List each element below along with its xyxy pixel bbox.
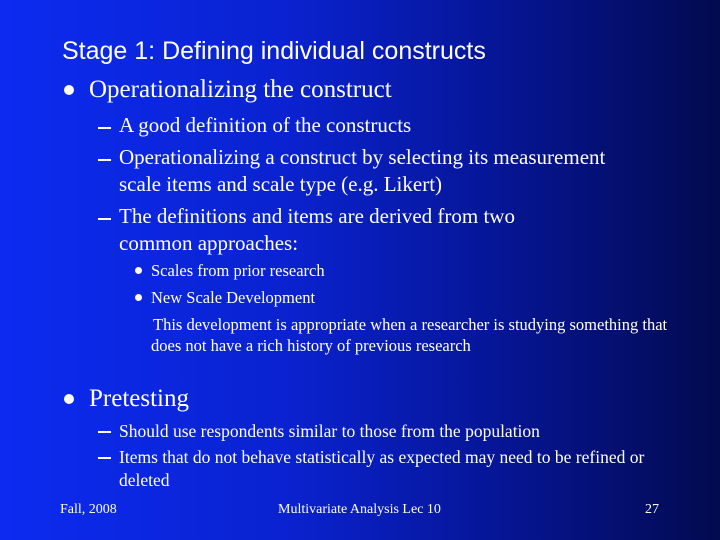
dash-icon xyxy=(98,218,111,220)
dash-icon xyxy=(98,431,111,433)
approach-note: This development is appropriate when a researcher is studying something that does not have a rich history of previous research xyxy=(151,315,668,355)
approach-prior-research: Scales from prior research xyxy=(151,261,325,280)
bullet-icon xyxy=(64,394,74,404)
footer-date: Fall, 2008 xyxy=(60,502,117,517)
footer-page-number: 27 xyxy=(645,502,659,517)
subpoint-items: Items that do not behave statistically as expected may need to be refined or deleted xyxy=(119,447,645,490)
subpoint-definition: A good definition of the constructs xyxy=(119,113,412,137)
bullet-icon xyxy=(135,267,142,274)
dash-icon xyxy=(98,127,111,129)
subpoint-approaches: The definitions and items are derived from two common approaches: xyxy=(119,204,515,255)
subpoint-respondents: Should use respondents similar to those from the population xyxy=(119,421,540,441)
dash-icon xyxy=(98,159,111,161)
bullet-pretesting: Pretesting xyxy=(89,385,189,412)
approach-new-scale: New Scale Development xyxy=(151,288,316,307)
subpoint-operationalizing: Operationalizing a construct by selecting its measurement scale items and scale type (e.g. Likert) xyxy=(119,145,606,196)
footer-course: Multivariate Analysis Lec 10 xyxy=(278,502,441,517)
slide-title: Stage 1: Defining individual constructs xyxy=(62,37,486,65)
dash-icon xyxy=(98,457,111,459)
bullet-icon xyxy=(64,85,74,95)
bullet-operationalizing: Operationalizing the construct xyxy=(89,76,392,103)
bullet-icon xyxy=(135,294,142,301)
